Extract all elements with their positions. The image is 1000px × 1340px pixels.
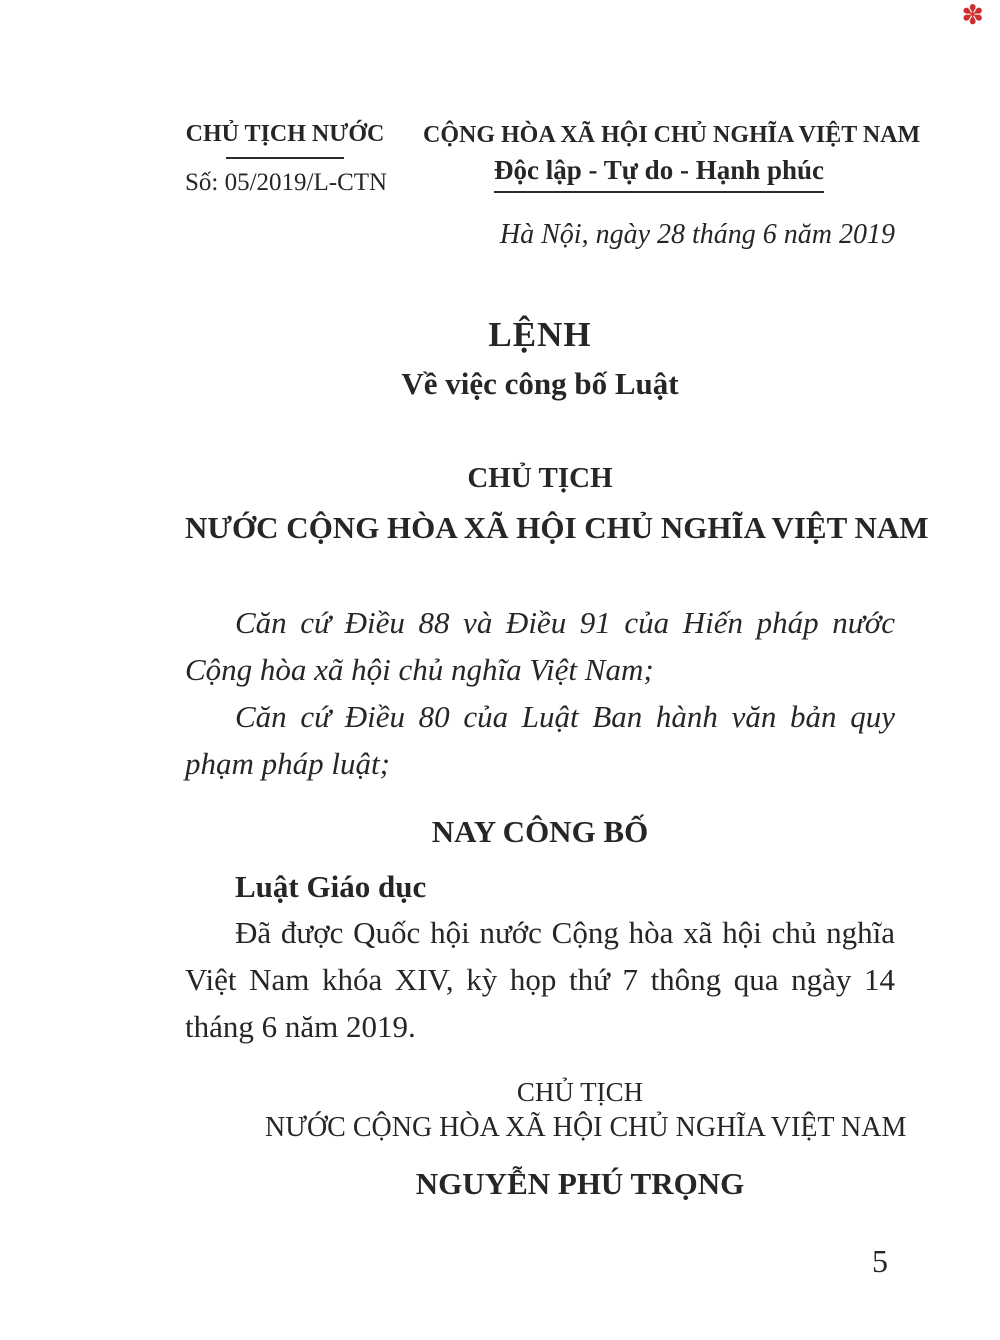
document-header: [185, 0, 921, 251]
national-motto: Độc lập - Tự do - Hạnh phúc: [494, 154, 824, 193]
national-title: CỘNG HÒA XÃ HỘI CHỦ NGHĨA VIỆT NAM: [423, 122, 921, 148]
issuer-heading-line2: NƯỚC CỘNG HÒA XÃ HỘI CHỦ NGHĨA VIỆT NAM: [185, 510, 929, 545]
agency-underline: [226, 157, 344, 159]
signature-name: NGUYỄN PHÚ TRỌNG: [415, 1166, 745, 1201]
flower-icon: ✽: [961, 0, 984, 31]
document-subtitle: Về việc công bố Luật: [401, 366, 679, 401]
header-issuing-agency-block: [185, 120, 388, 197]
issuer-heading-block: [185, 461, 929, 547]
law-description-paragraph: Đã được Quốc hội nước Cộng hòa xã hội chủ nghĩa Việt Nam khóa XIV, kỳ họp thứ 7 thông qua ngày 14 tháng 6 năm 2019.: [185, 915, 895, 1044]
law-name: Luật Giáo dục: [235, 869, 427, 904]
document-content: [185, 0, 929, 1203]
place-date-line: Hà Nội, ngày 28 tháng 6 năm 2019: [499, 219, 895, 250]
issuer-heading-line1: CHỦ TỊCH: [467, 462, 613, 494]
document-title: LỆNH: [488, 315, 592, 354]
signature-block: [265, 1076, 907, 1203]
recitals-section: [185, 599, 895, 787]
recital-paragraph: Căn cứ Điều 80 của Luật Ban hành văn bản quy phạm pháp luật;: [185, 699, 895, 781]
header-national-block: [423, 120, 921, 251]
proclamation-heading: NAY CÔNG BỐ: [431, 814, 649, 849]
document-title-block: [185, 315, 895, 403]
signature-title-line1: CHỦ TỊCH: [516, 1077, 644, 1107]
page-number: 5: [872, 1243, 888, 1279]
document-number: Số: 05/2019/L-CTN: [185, 169, 388, 196]
recital-paragraph: Căn cứ Điều 88 và Điều 91 của Hiến pháp nước Cộng hòa xã hội chủ nghĩa Việt Nam;: [185, 605, 895, 687]
signature-title-line2: NƯỚC CỘNG HÒA XÃ HỘI CHỦ NGHĨA VIỆT NAM: [265, 1112, 907, 1143]
issuing-agency-title: CHỦ TỊCH NƯỚC: [185, 121, 385, 147]
